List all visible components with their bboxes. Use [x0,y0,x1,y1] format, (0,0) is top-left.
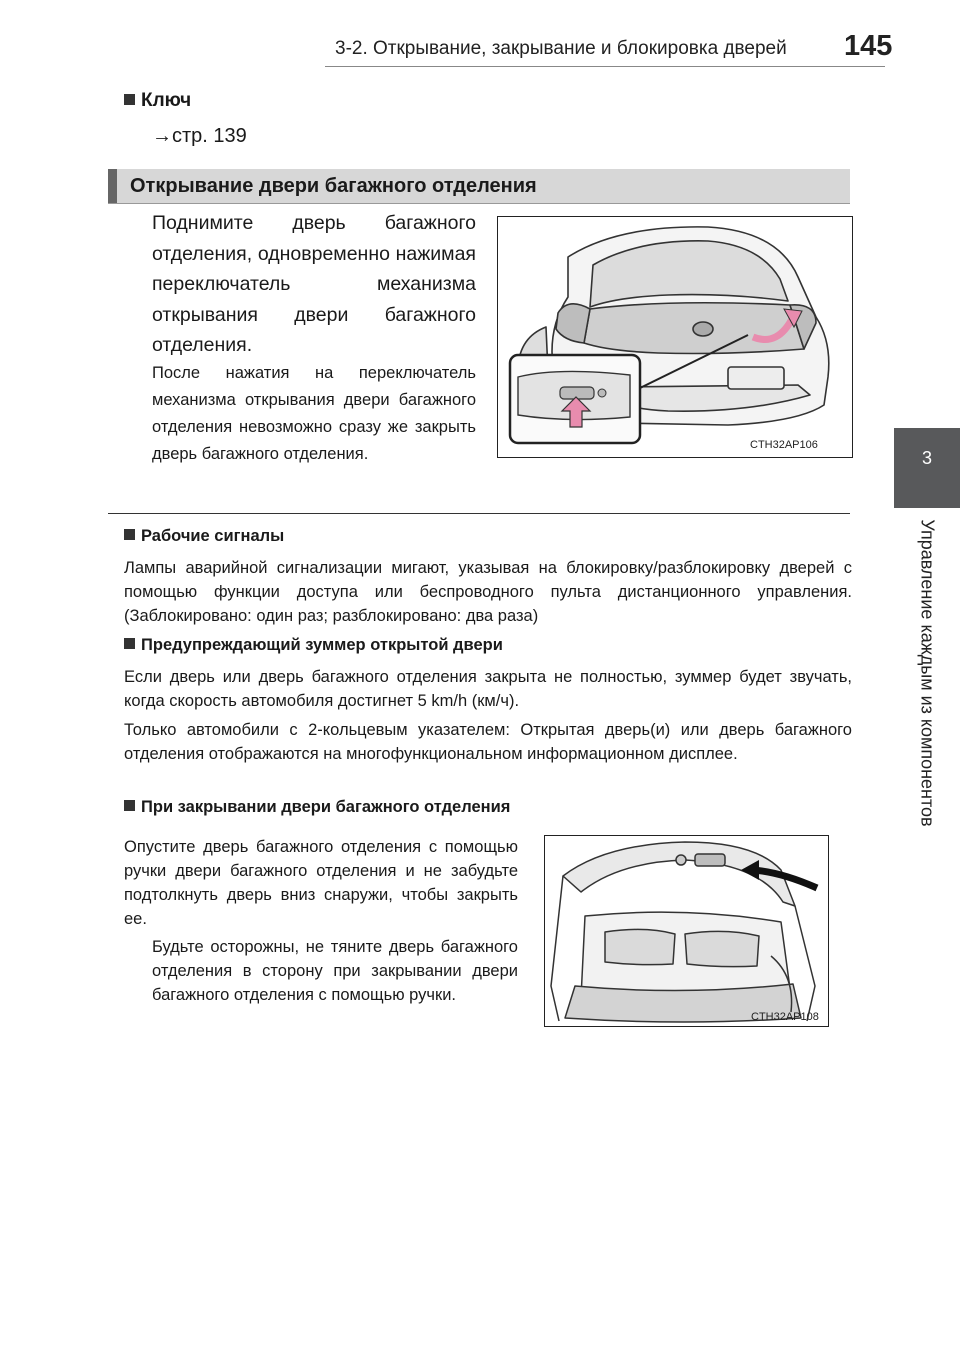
closing-heading-text: При закрывании двери багажного отделения [141,798,511,816]
section-title: Открывание двери багажного отделения [130,175,537,197]
figure-code-2: CTH32AP108 [751,1011,819,1023]
section-divider [108,513,850,514]
tailgate-switch-illustration [497,216,853,458]
open-trunk-drawing [545,836,828,1026]
page-reference-link[interactable]: →стр. 139 [152,125,247,147]
header-divider [325,66,885,67]
figure-code: CTH32AP106 [750,439,818,451]
section-title-bar [108,169,850,203]
trunk-open-instruction: Поднимите дверь багажного отделения, одновременно нажимая переключатель механизма открывания двери багажного отделения. [152,212,476,356]
key-heading-text: Ключ [141,90,192,111]
page-number: 145 [844,30,893,62]
square-bullet-icon [124,800,135,811]
tailgate-handle-illustration [544,835,829,1027]
buzzer-heading-text: Предупреждающий зуммер открытой двери [141,636,503,654]
square-bullet-icon [124,529,135,540]
signals-heading [124,527,852,546]
closing-text: Опустите дверь багажного отделения с помощью ручки двери багажного отделения и не забудьте подтолкнуть дверь вниз снаружи, чтобы закрыть ее. [124,838,518,928]
key-heading [124,90,191,112]
chapter-title: Управление каждым из компонентов [917,519,938,827]
section-accent [108,169,117,203]
square-bullet-icon [124,638,135,649]
square-bullet-icon [124,94,135,105]
chapter-number: 3 [921,448,932,468]
closing-heading [124,798,852,817]
signals-heading-text: Рабочие сигналы [141,527,285,545]
buzzer-text-1: Если дверь или дверь багажного отделения закрыта не полностью, зуммер будет звучать, когда скорость автомобиля достигнет 5 km/h (км/ч). [124,668,852,710]
car-rear-drawing [498,217,852,457]
signals-text: Лампы аварийной сигнализации мигают, указывая на блокировку/разблокировку дверей с помощью функции доступа или беспроводного пульта дистанционного управления. (Заблокировано: один раз; разблокировано: два раза) [124,559,852,625]
buzzer-text-2: Только автомобили с 2-кольцевым указателем: Открытая дверь(и) или дверь багажного отделения отображаются на многофункциональном информационном дисплее. [124,721,852,763]
trunk-open-note: После нажатия на переключатель механизма открывания двери багажного отделения невозможно сразу же закрыть дверь багажного отделения. [152,364,476,463]
closing-note: Будьте осторожны, не тяните дверь багажного отделения в сторону при закрывании двери багажного отделения с помощью ручки. [152,938,518,1004]
header-section-title: 3-2. Открывание, закрывание и блокировка дверей [335,38,787,59]
buzzer-heading [124,636,852,655]
section-underline [108,203,850,204]
